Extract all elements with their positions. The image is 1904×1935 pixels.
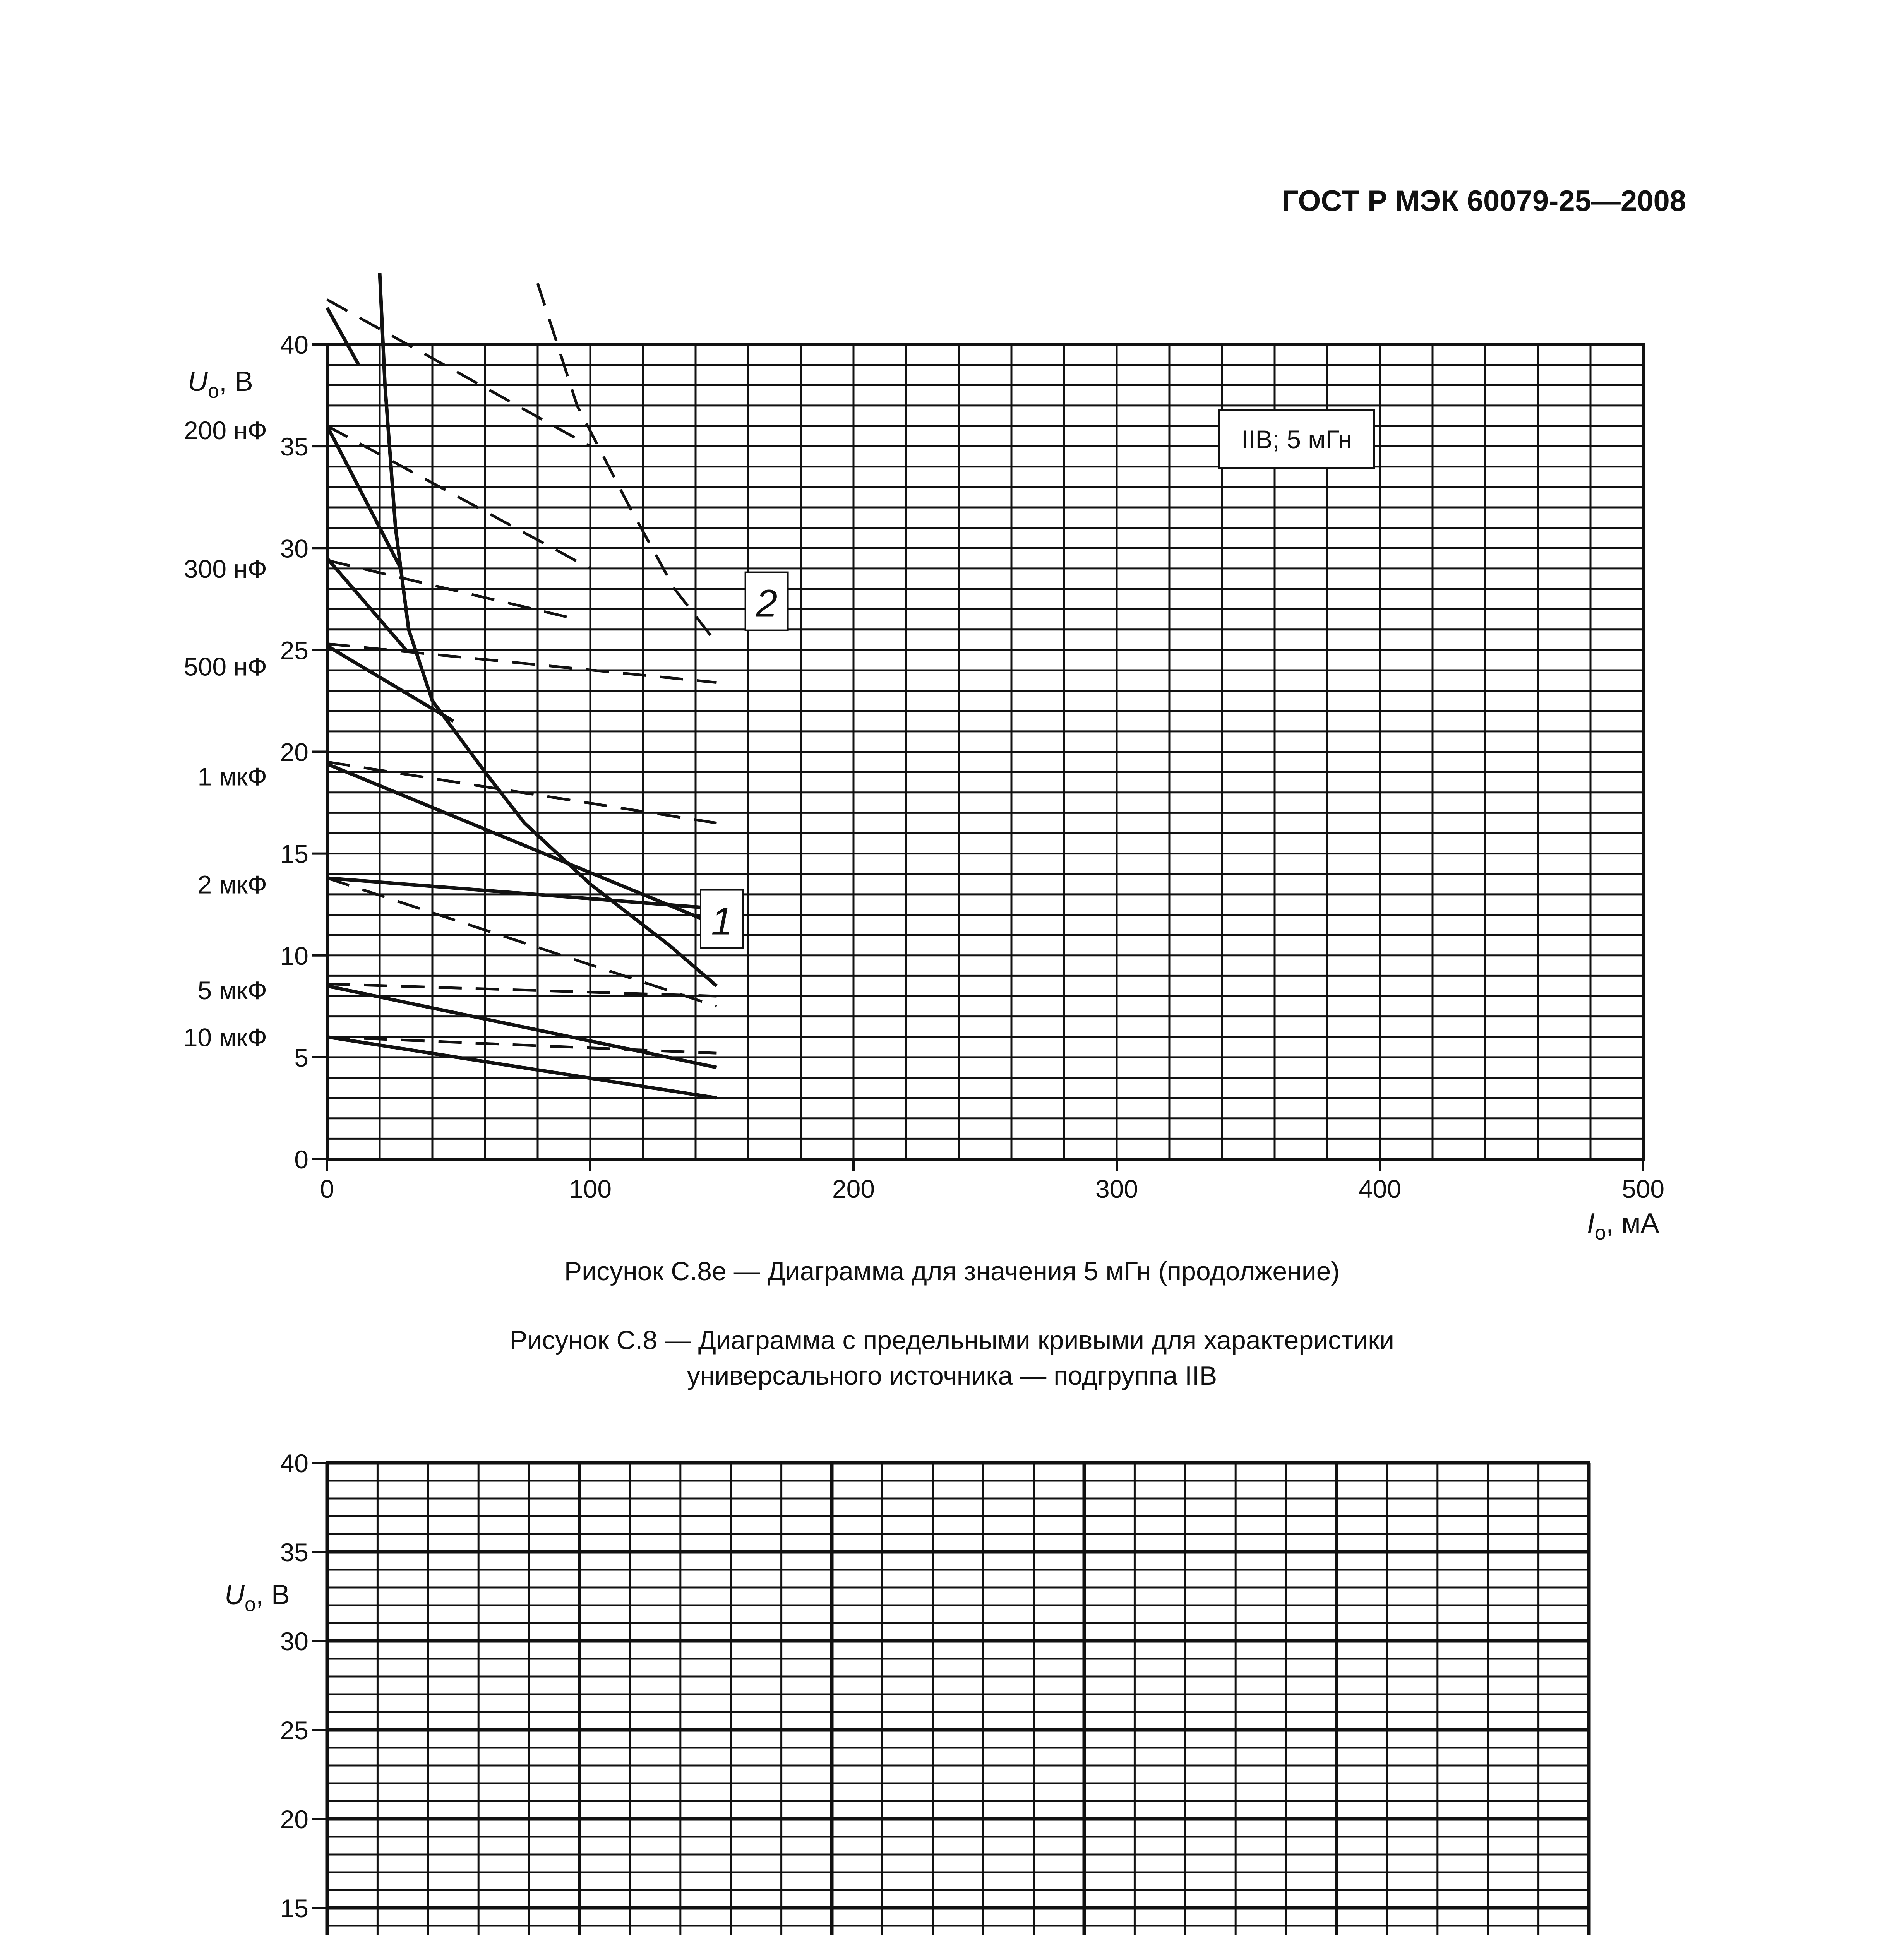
y-tick-label: 15 [280,1894,308,1923]
capacitance-label: 200 нФ [183,416,267,445]
limit-curve-solid [327,646,453,721]
limit-curve-solid [327,764,716,925]
capacitance-label: 1 мкФ [197,762,267,791]
y-tick-label: 0 [294,1145,308,1174]
limit-curve-solid [327,878,716,909]
y-tick-label: 25 [280,636,308,665]
y-axis-label: $U_o$, В [188,366,253,402]
x-tick-label: 0 [320,1175,334,1203]
y-tick-label: 35 [280,432,308,461]
y-tick-label: 20 [280,1805,308,1834]
y-tick-label: 5 [294,1043,308,1072]
x-tick-label: 200 [832,1175,875,1203]
y-tick-label: 15 [280,839,308,868]
curve-number-label: 1 [711,899,733,943]
y-tick-label: 25 [280,1716,308,1745]
capacitance-label: 5 мкФ [197,976,267,1005]
y-tick-label: 10 [280,941,308,970]
legend-text: IIB; 5 мГн [1241,425,1352,454]
capacitance-label: 10 мкФ [183,1023,267,1052]
limit-curve-solid [327,308,359,365]
x-axis-label: $I_o$, мА [1587,1208,1659,1244]
caption-fig-c8-line1: Рисунок С.8 — Диаграмма с предельными кривыми для характеристики [509,1325,1395,1355]
y-tick-label: 30 [280,534,308,563]
y-axis-label: $U_o$, В [225,1579,290,1616]
curve-number-label: 2 [756,582,778,625]
capacitance-label: 300 нФ [183,554,267,583]
caption-fig-c8e: Рисунок С.8е — Диаграмма для значения 5 мГн (продолжение) [564,1257,1340,1286]
y-tick-label: 35 [280,1538,308,1567]
y-tick-label: 40 [280,330,308,359]
document-header: ГОСТ Р МЭК 60079-25—2008 [1282,185,1686,217]
limit-curve-solid [327,986,716,1068]
limit-curve-dashed [327,426,590,569]
capacitance-label: 2 мкФ [197,870,267,899]
x-tick-label: 400 [1358,1175,1402,1203]
x-tick-label: 500 [1621,1175,1665,1203]
capacitance-label: 500 нФ [183,652,267,681]
caption-fig-c8-line2: универсального источника — подгруппа IIB [687,1361,1217,1390]
x-tick-label: 300 [1095,1175,1138,1203]
y-tick-label: 40 [280,1449,308,1478]
y-tick-label: 20 [280,738,308,767]
x-tick-label: 100 [569,1175,612,1203]
limit-curve-solid [327,558,406,650]
y-tick-label: 30 [280,1627,308,1656]
limit-curve-dashed [538,283,714,640]
